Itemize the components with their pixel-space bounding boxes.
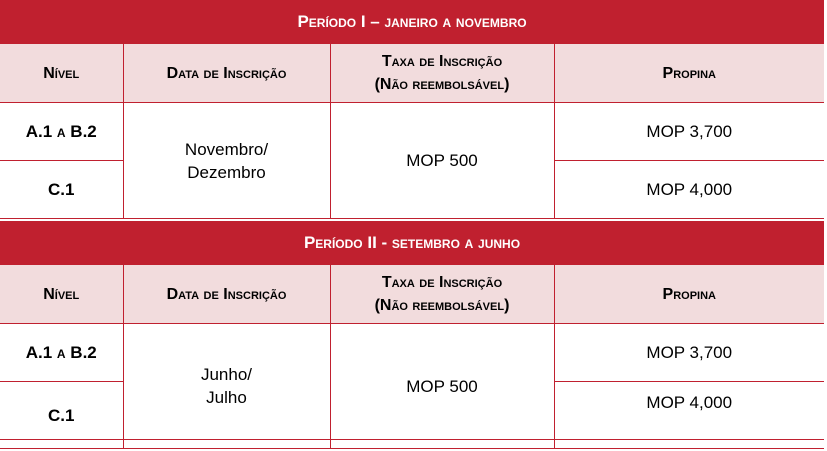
level-cell: A.1 a B.2 — [0, 103, 123, 161]
period-2-table — [0, 221, 824, 449]
header-registration-date: Data de Inscrição — [123, 44, 330, 103]
registration-fee-cell: MOP 500 — [330, 103, 554, 219]
header-registration-fee — [330, 44, 554, 103]
registration-date-cell — [123, 324, 330, 449]
header-registration-date: Data de Inscrição — [123, 265, 330, 324]
registration-fee-cell: MOP 500 — [330, 324, 554, 449]
registration-date-cell — [123, 103, 330, 219]
header-tuition: Propina — [554, 44, 824, 103]
header-fee-line2: (Não reembolsável) — [374, 297, 510, 314]
table-row — [0, 324, 824, 382]
tuition-cell: MOP 3,700 — [554, 324, 824, 382]
date-line2: Dezembro — [187, 162, 266, 182]
period-2-title-row — [0, 221, 824, 265]
period-1-table — [0, 0, 824, 219]
period-2-header-row — [0, 265, 824, 324]
table-row — [0, 103, 824, 161]
period-1-title: Período I – janeiro a novembro — [0, 0, 824, 44]
header-registration-fee — [330, 265, 554, 324]
tuition-cell: MOP 3,700 — [554, 103, 824, 161]
period-2-title: Período II - setembro a junho — [0, 221, 824, 265]
period-1-header-row — [0, 44, 824, 103]
header-level: Nível — [0, 44, 123, 103]
period-1-title-row — [0, 0, 824, 44]
header-fee-line2: (Não reembolsável) — [374, 76, 510, 93]
header-fee-line1: Taxa de Inscrição — [381, 53, 503, 70]
tuition-cell: MOP 4,000 — [554, 382, 824, 449]
date-line2: Julho — [206, 388, 247, 407]
date-line1: Junho/ — [200, 365, 253, 384]
header-fee-line1: Taxa de Inscrição — [381, 274, 503, 291]
bottom-divider — [0, 439, 824, 440]
level-cell: C.1 — [0, 382, 123, 449]
level-cell: C.1 — [0, 161, 123, 219]
header-level: Nível — [0, 265, 123, 324]
level-cell: A.1 a B.2 — [0, 324, 123, 382]
tuition-cell: MOP 4,000 — [554, 161, 824, 219]
header-tuition: Propina — [554, 265, 824, 324]
date-line1: Novembro/ — [184, 139, 269, 159]
